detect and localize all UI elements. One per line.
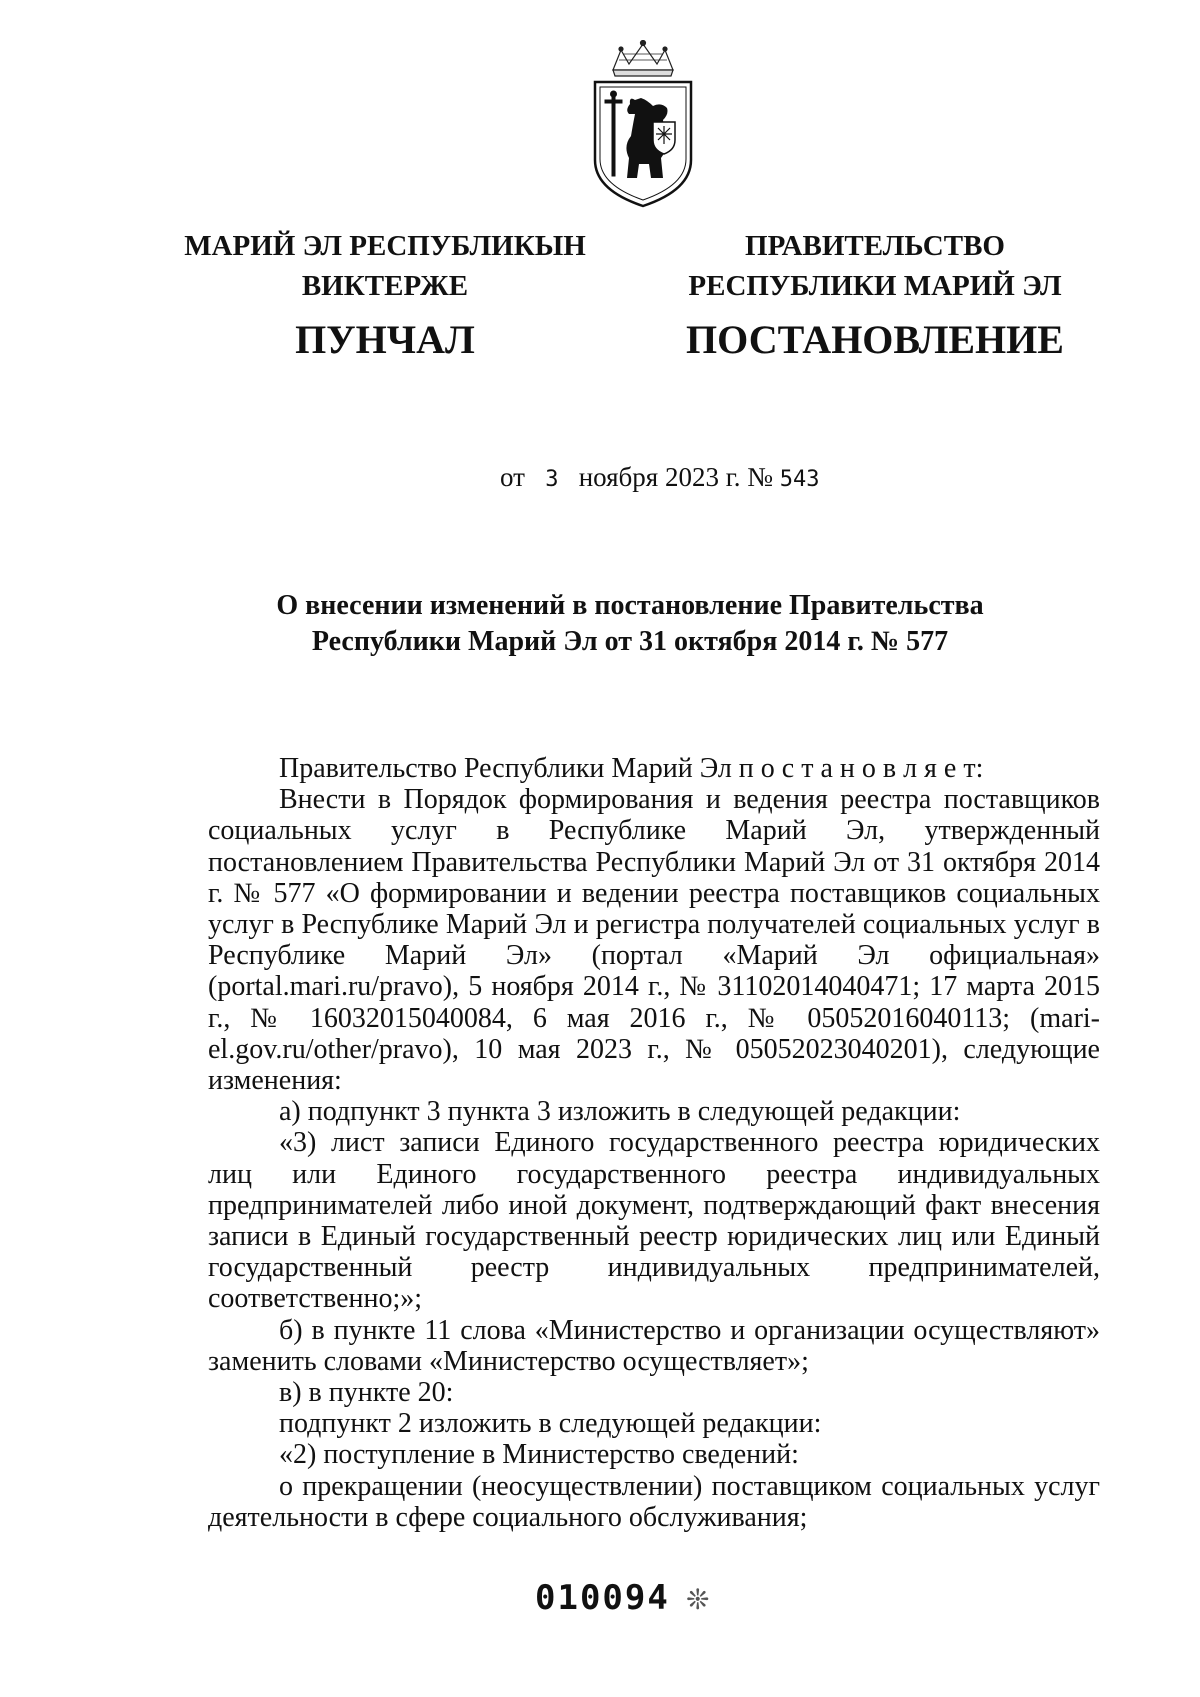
document-title	[160, 588, 1100, 660]
header-right-title: ПОСТАНОВЛЕНИЕ	[686, 317, 1064, 362]
header-left-title: ПУНЧАЛ	[295, 317, 475, 362]
footer-serial-number: 010094	[535, 1578, 670, 1618]
body-paragraph-3: «3) лист записи Единого государственного реестра юридических лиц или Единого государственного реестра индивидуальных предпринимателей либо иной документ, подтверждающий факт внесения записи в Единый государственный реестр юридических лиц или Единый государственный реестр индивидуальных предпринимателей, соответственно;»;	[208, 1127, 1100, 1315]
body-paragraph-7: «2) поступление в Министерство сведений:	[279, 1439, 799, 1471]
body-paragraph-8: о прекращении (неосуществлении) поставщиком социальных услуг деятельности в сфере социального обслуживания;	[208, 1470, 1100, 1533]
header-left-line1: МАРИЙ ЭЛ РЕСПУБЛИКЫН	[184, 230, 586, 262]
document-number: 543	[779, 467, 820, 492]
footer-mark-icon: ❊	[686, 1585, 710, 1616]
body-paragraph-6: подпункт 2 изложить в следующей редакции:	[279, 1408, 822, 1440]
header-left-line2: ВИКТЕРЖЕ	[301, 270, 469, 302]
date-line	[500, 462, 820, 493]
body-paragraph-4: б) в пункте 11 слова «Министерство и организации осуществляют» заменить словами «Министерство осуществляет»;	[208, 1314, 1100, 1377]
body-paragraph-2: а) подпункт 3 пункта 3 изложить в следующей редакции:	[279, 1096, 961, 1128]
header-left	[160, 226, 610, 364]
document-body	[208, 753, 1100, 1533]
document-title-line2: Республики Марий Эл от 31 октября 2014 г. № 577	[311, 626, 949, 657]
body-paragraph-5: в) в пункте 20:	[279, 1377, 454, 1409]
date-day: 3	[545, 467, 559, 492]
coat-of-arms-emblem	[583, 40, 703, 210]
date-prefix: от	[500, 462, 525, 492]
header-right-line2: РЕСПУБЛИКИ МАРИЙ ЭЛ	[688, 270, 1062, 302]
body-paragraph-1: Внести в Порядок формирования и ведения реестра поставщиков социальных услуг в Республике Марий Эл, утвержденный постановлением Правительства Республики Марий Эл от 31 октября 2014 г. № 577 «О формировании и ведении реестра поставщиков социальных услуг в Республике Марий Эл и регистра получателей социальных услуг в Республике Марий Эл» (портал «Марий Эл официальная» (portal.mari.ru/pravo), 5 ноября 2014 г., № 31102014040471; 17 марта 2015 г., № 16032015040084, 6 мая 2016 г., № 05052016040113; (mari-el.gov.ru/other/pravo), 10 мая 2023 г., № 05052023040201), следующие изменения:	[208, 784, 1100, 1097]
body-preamble: Правительство Республики Марий Эл п о с т а н о в л я е т:	[279, 753, 984, 784]
date-month-year: ноября 2023 г. №	[578, 462, 774, 492]
header-right	[640, 226, 1110, 364]
header-right-line1: ПРАВИТЕЛЬСТВО	[745, 230, 1005, 262]
document-title-line1: О внесении изменений в постановление Правительства	[276, 590, 984, 621]
